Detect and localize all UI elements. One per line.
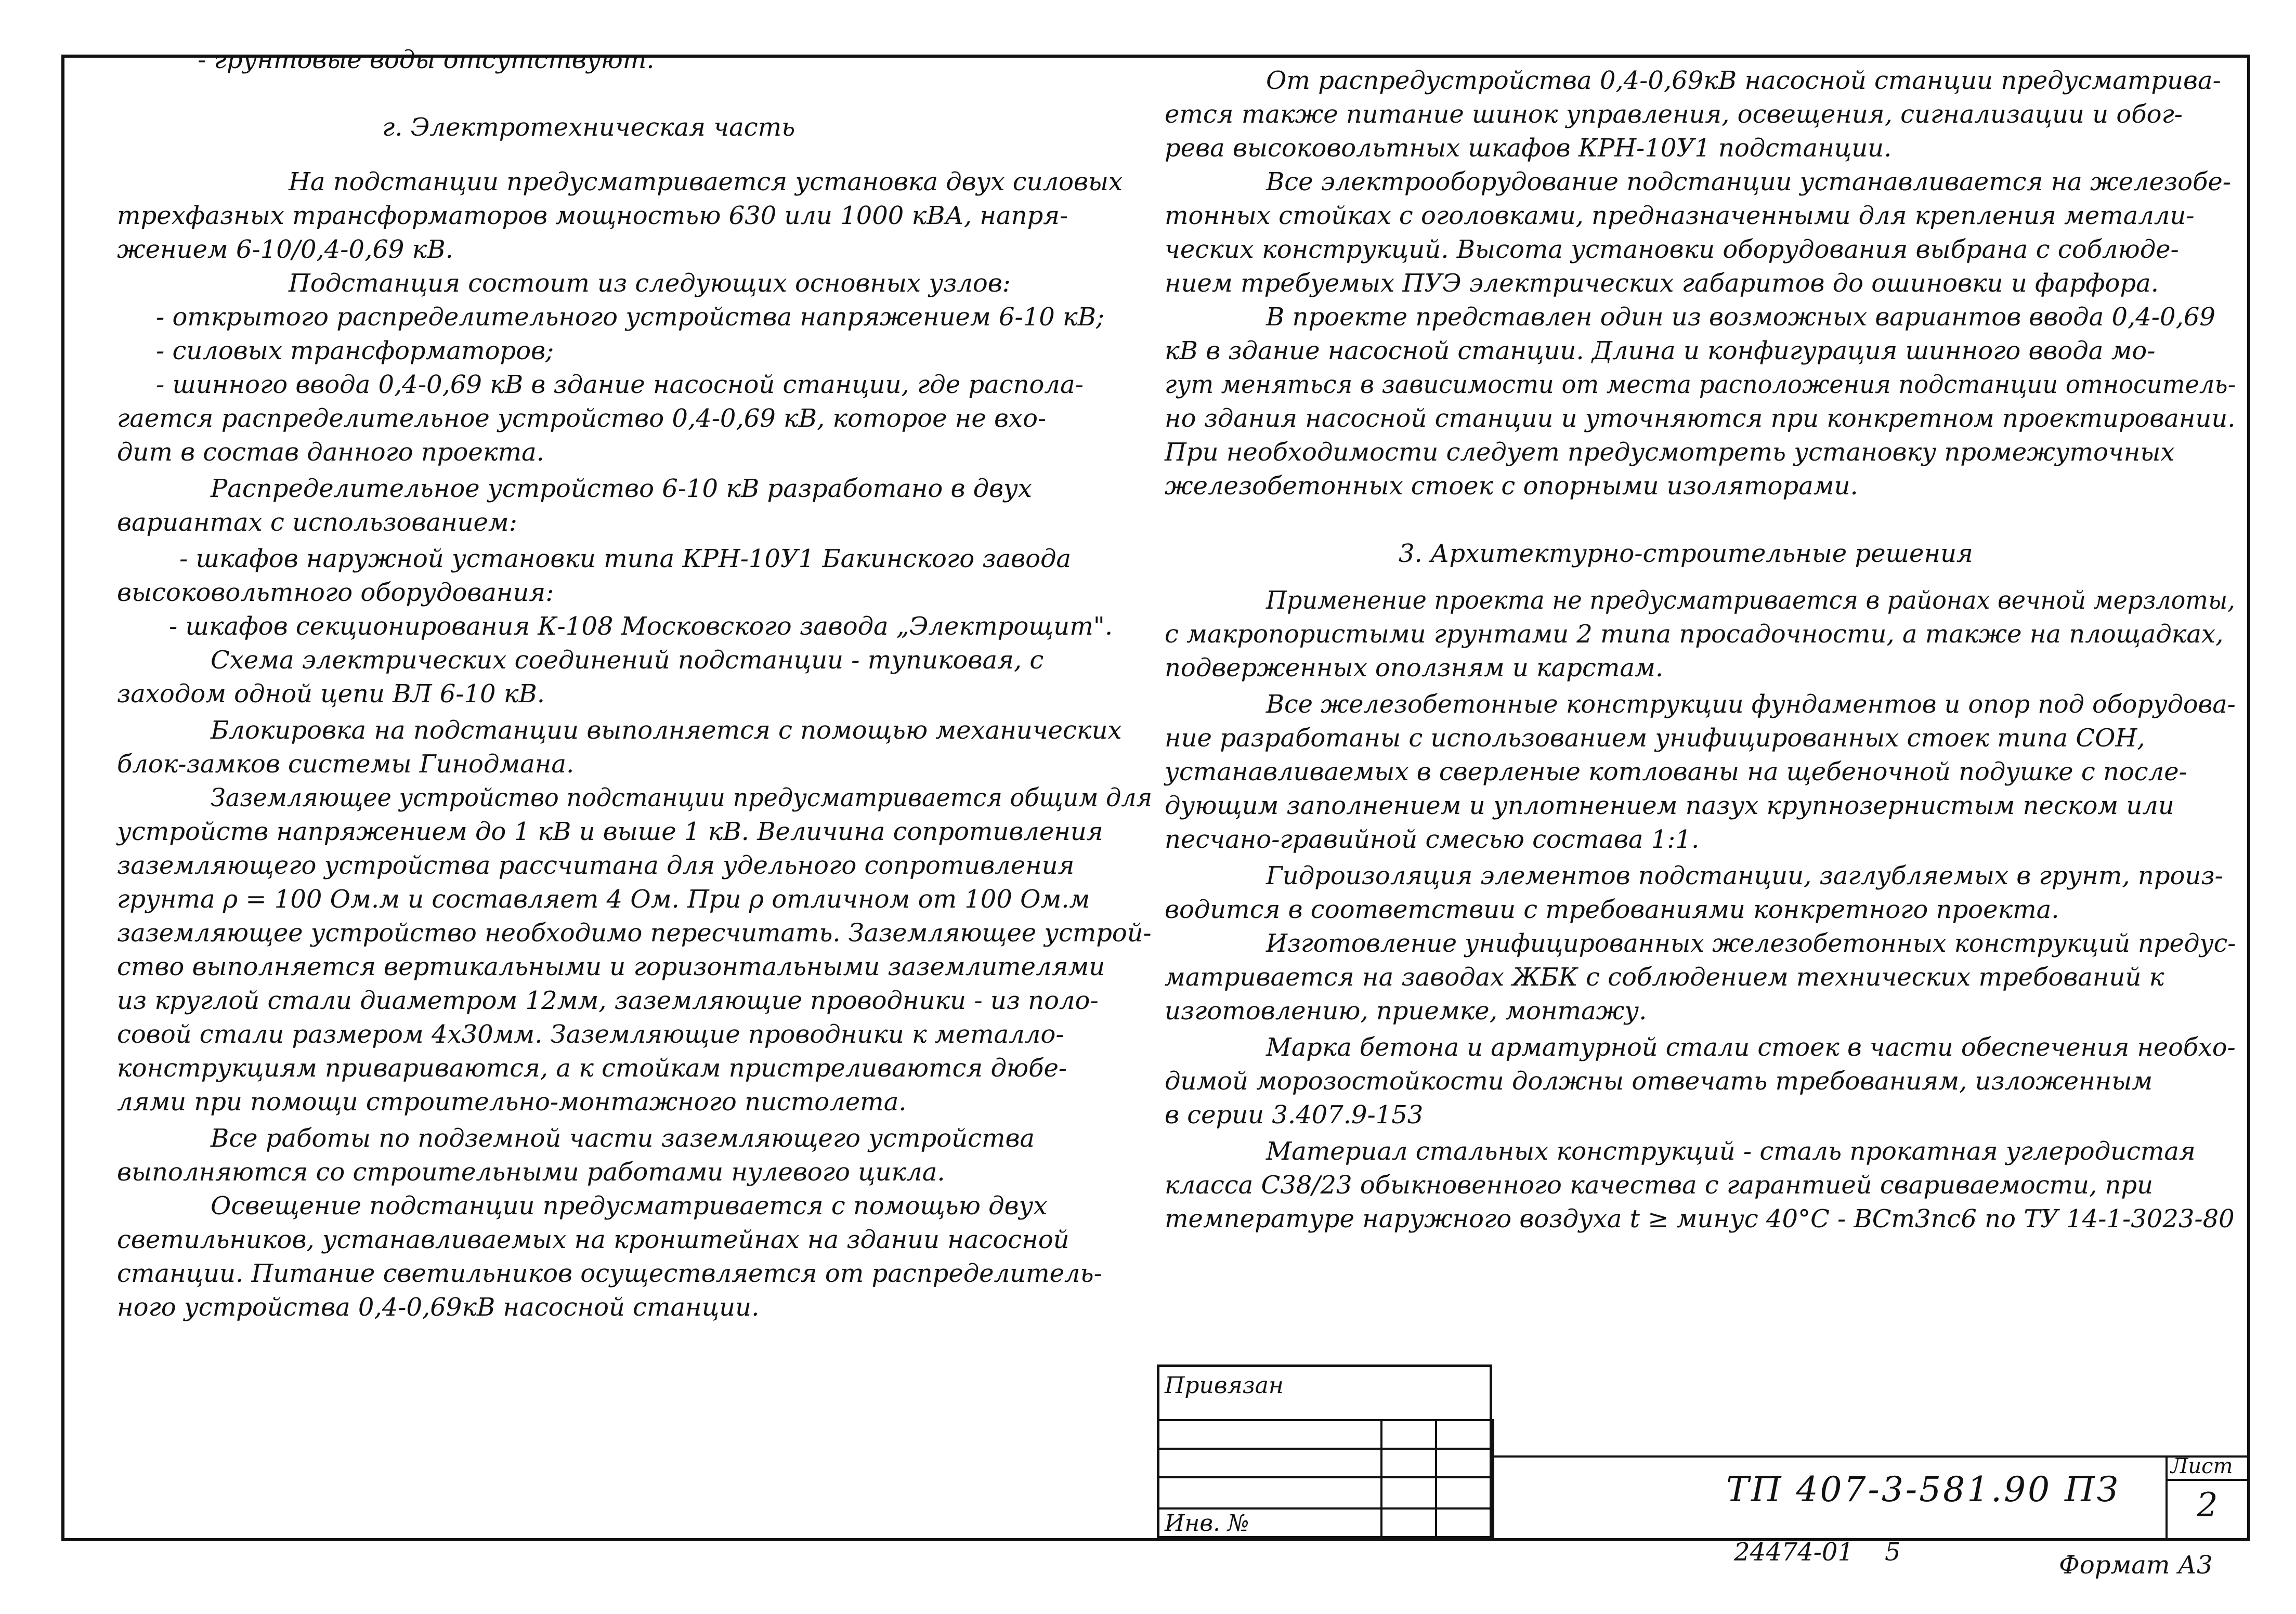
- text-line: в серии 3.407.9-153: [1165, 1100, 1424, 1130]
- format-label: Формат А3: [2059, 1551, 2213, 1580]
- text-line: но здания насосной станции и уточняются при конкретном проектировании.: [1165, 404, 2236, 433]
- text-line: На подстанции предусматривается установка двух силовых: [289, 167, 1123, 196]
- text-line: ческих конструкций. Высота установки оборудования выбрана с соблюде-: [1165, 235, 2179, 264]
- text-line: При необходимости следует предусмотреть установку промежуточных: [1165, 438, 2175, 467]
- text-line: заземляющего устройства рассчитана для удельного сопротивления: [117, 851, 1075, 880]
- table-rule: [1157, 1507, 1492, 1510]
- sheet-number: 2: [2197, 1486, 2218, 1525]
- section-heading: г. Электротехническая часть: [382, 113, 795, 142]
- text-line: Заземляющее устройство подстанции предусматривается общим для: [211, 783, 1153, 812]
- sheet-cell-divider: [2165, 1455, 2168, 1539]
- text-line: ние разработаны с использованием унифицированных стоек типа СОН,: [1165, 724, 2145, 753]
- text-line: изготовлению, приемке, монтажу.: [1165, 996, 1647, 1026]
- text-line: ется также питание шинок управления, освещения, сигнализации и обог-: [1165, 100, 2183, 129]
- text-line: водится в соответствии с требованиями конкретного проекта.: [1165, 895, 2059, 924]
- text-line: блок-замков системы Гинодмана.: [117, 750, 575, 779]
- inv-number-label: Инв. №: [1165, 1510, 1249, 1537]
- text-line: трехфазных трансформаторов мощностью 630 или 1000 кВА, напря-: [117, 201, 1068, 230]
- text-line: светильников, устанавливаемых на кронштейнах на здании насосной: [117, 1225, 1069, 1254]
- text-line: Все электрооборудование подстанции устанавливается на железобе-: [1266, 167, 2231, 196]
- text-line: заземляющее устройство необходимо пересчитать. Заземляющее устрой-: [117, 918, 1152, 948]
- text-line: гут меняться в зависимости от места расположения подстанции относитель-: [1165, 370, 2236, 399]
- table-divider: [1435, 1419, 1437, 1539]
- text-line: ного устройства 0,4-0,69кВ насосной станции.: [117, 1293, 760, 1322]
- text-line: Подстанция состоит из следующих основных узлов:: [289, 269, 1011, 298]
- section-heading: 3. Архитектурно-строительные решения: [1399, 539, 1973, 568]
- text-line: из круглой стали диаметром 12мм, заземляющие проводники - из поло-: [117, 986, 1099, 1015]
- text-line: подверженных оползням и карстам.: [1165, 653, 1664, 683]
- text-line: кВ в здание насосной станции. Длина и конфигурация шинного ввода мо-: [1165, 336, 2156, 365]
- text-line: выполняются со строительными работами нулевого цикла.: [117, 1158, 945, 1187]
- text-line: Схема электрических соединений подстанции - тупиковая, с: [211, 646, 1044, 675]
- text-line: Изготовление унифицированных железобетонных конструкций предус-: [1266, 929, 2236, 958]
- text-line: Блокировка на подстанции выполняется с помощью механических: [211, 716, 1122, 745]
- text-line: ство выполняется вертикальными и горизонтальными заземлителями: [117, 952, 1105, 981]
- text-line: - грунтовые воды отсутствуют.: [198, 45, 655, 74]
- text-line: станции. Питание светильников осуществляется от распределитель-: [117, 1259, 1102, 1288]
- text-line: Все работы по подземной части заземляющего устройства: [211, 1124, 1035, 1153]
- text-line: жением 6-10/0,4-0,69 кВ.: [117, 235, 453, 264]
- text-line: заходом одной цепи ВЛ 6-10 кВ.: [117, 679, 545, 708]
- text-line: грунта ρ = 100 Ом.м и составляет 4 Ом. При ρ отличном от 100 Ом.м: [117, 885, 1090, 914]
- table-divider: [1380, 1419, 1382, 1539]
- text-line: конструкциям привариваются, а к стойкам пристреливаются дюбе-: [117, 1054, 1067, 1083]
- text-line: с макропористыми грунтами 2 типа просадочности, а также на площадках,: [1165, 620, 2224, 649]
- table-divider: [1492, 1419, 1494, 1539]
- text-line: температуре наружного воздуха t ≥ минус 40°С - ВСт3пс6 по ТУ 14-1-3023-80: [1165, 1204, 2235, 1234]
- text-line: класса С38/23 обыкновенного качества с гарантией свариваемости, при: [1165, 1171, 2154, 1200]
- text-line: Освещение подстанции предусматривается с помощью двух: [211, 1191, 1048, 1221]
- text-line: совой стали размером 4х30мм. Заземляющие проводники к металло-: [117, 1020, 1064, 1049]
- text-line: Применение проекта не предусматривается в районах вечной мерзлоты,: [1266, 586, 2235, 615]
- copy-number: 5: [1885, 1538, 1901, 1567]
- document-code: ТП 407-3-581.90 ПЗ: [1726, 1469, 2120, 1510]
- text-line: устройств напряжением до 1 кВ и выше 1 кВ. Величина сопротивления: [117, 817, 1103, 846]
- table-rule: [1157, 1448, 1492, 1450]
- text-line: - шинного ввода 0,4-0,69 кВ в здание насосной станции, где распола-: [156, 370, 1084, 399]
- text-line: Распределительное устройство 6-10 кВ разработано в двух: [211, 474, 1032, 503]
- text-line: димой морозостойкости должны отвечать требованиям, изложенным: [1165, 1067, 2153, 1096]
- text-line: лями при помощи строительно-монтажного пистолета.: [117, 1087, 907, 1117]
- table-rule: [1157, 1419, 1492, 1421]
- text-line: - шкафов секционирования К-108 Московского завода „Электрощит".: [169, 612, 1113, 641]
- text-line: - открытого распределительного устройства напряжением 6-10 кВ;: [156, 303, 1105, 332]
- text-line: рева высоковольтных шкафов КРН-10У1 подстанции.: [1165, 134, 1892, 163]
- text-line: высоковольтного оборудования:: [117, 578, 554, 607]
- sheet-label: Лист: [2171, 1454, 2233, 1478]
- text-line: дит в состав данного проекта.: [117, 438, 544, 467]
- privyazan-label: Привязан: [1165, 1372, 1284, 1399]
- text-line: дующим заполнением и уплотнением пазух крупнозернистым песком или: [1165, 791, 2174, 820]
- text-line: - шкафов наружной установки типа КРН-10У1 Бакинского завода: [179, 544, 1072, 573]
- text-line: Материал стальных конструкций - сталь прокатная углеродистая: [1266, 1137, 2196, 1166]
- text-line: - силовых трансформаторов;: [156, 336, 554, 365]
- text-line: В проекте представлен один из возможных вариантов ввода 0,4-0,69: [1266, 303, 2215, 332]
- text-line: Марка бетона и арматурной стали стоек в части обеспечения необхо-: [1266, 1033, 2236, 1062]
- table-rule: [1157, 1476, 1492, 1478]
- text-line: устанавливаемых в сверленые котлованы на щебеночной подушке с после-: [1165, 757, 2187, 786]
- text-line: Все железобетонные конструкции фундаментов и опор под оборудова-: [1266, 690, 2236, 719]
- stamp-top-rule: [1492, 1455, 2250, 1458]
- text-line: песчано-гравийной смесью состава 1:1.: [1165, 825, 1700, 854]
- text-line: Гидроизоляция элементов подстанции, заглубляемых в грунт, произ-: [1266, 861, 2223, 890]
- text-line: тонных стойках с оголовками, предназначенными для крепления металли-: [1165, 201, 2195, 230]
- text-line: матривается на заводах ЖБК с соблюдением технических требований к: [1165, 963, 2164, 992]
- text-line: От распредустройства 0,4-0,69кВ насосной станции предусматрива-: [1266, 66, 2221, 95]
- text-line: нием требуемых ПУЭ электрических габаритов до ошиновки и фарфора.: [1165, 269, 2159, 298]
- archive-number: 24474-01: [1734, 1538, 1854, 1567]
- text-line: железобетонных стоек с опорными изоляторами.: [1165, 471, 1858, 501]
- text-line: вариантах с использованием:: [117, 508, 517, 537]
- text-line: гается распределительное устройство 0,4-0,69 кВ, которое не вхо-: [117, 404, 1047, 433]
